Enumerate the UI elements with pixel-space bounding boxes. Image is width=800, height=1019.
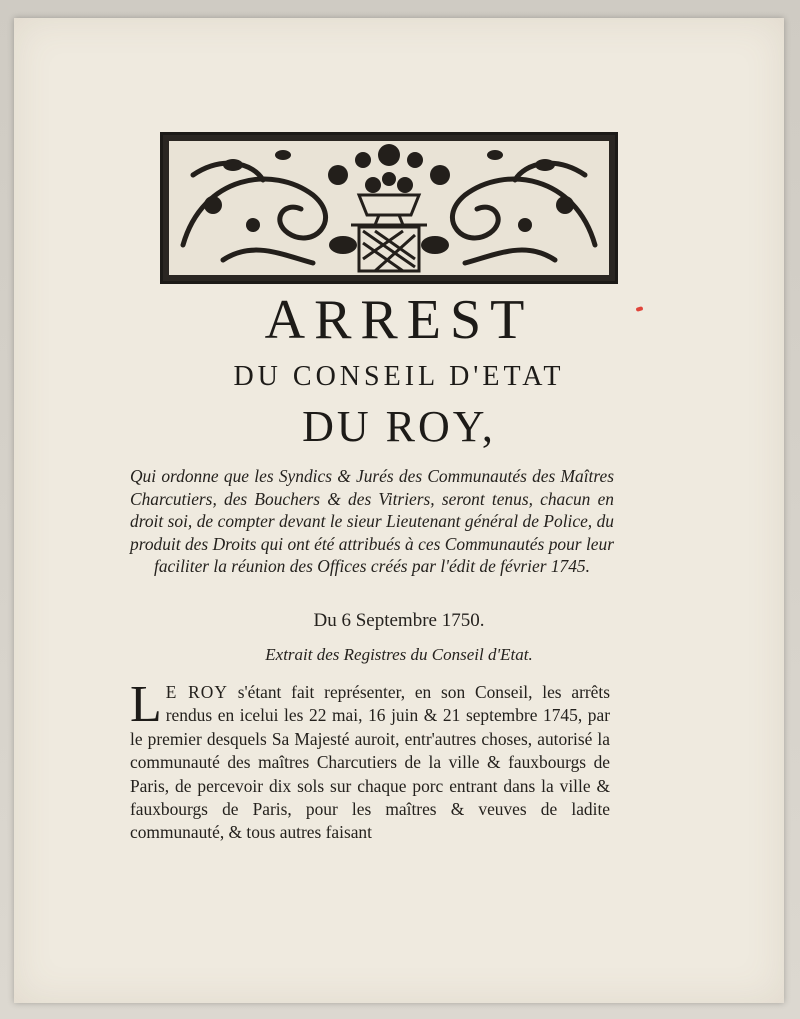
title-conseil: DU CONSEIL D'ETAT xyxy=(233,361,565,392)
title-roy: DU ROY, xyxy=(302,402,496,451)
drop-cap: L xyxy=(130,676,162,733)
body-paragraph xyxy=(130,676,610,845)
title-arrest: ARREST xyxy=(264,289,534,351)
document-page xyxy=(14,18,784,1003)
floral-basket-woodcut-icon xyxy=(160,132,618,284)
decree-date: Du 6 Septembre 1750. xyxy=(313,610,485,631)
body-opening: E ROY xyxy=(165,682,228,702)
registry-extract: Extrait des Registres du Conseil d'Etat. xyxy=(265,645,533,664)
summary-paragraph: Qui ordonne que les Syndics & Jurés des Communautés des Maîtres Charcutiers, des Bouchers & des Vitriers, seront tenus, chacun en droit soi, de compter devant le sieur Lieutenant général de Police, du produit des Droits qui ont été attribués à ces Communautés pour leur faciliter la réunion des Offices créés par l'édit de février 1745. xyxy=(130,466,614,577)
body-text: s'étant fait représenter, en son Conseil, les arrêts rendus en icelui les 22 mai, 16 juin & 21 septembre 1745, par le premier desquels Sa Majesté auroit, entr'autres choses, autorisé la communauté des maîtres Charcutiers de la ville & fauxbourgs de Paris, de percevoir dix sols sur chaque porc entrant dans la ville & fauxbourgs de Paris, pour les maîtres & veuves de ladite communauté, & tous autres faisant xyxy=(130,682,610,843)
